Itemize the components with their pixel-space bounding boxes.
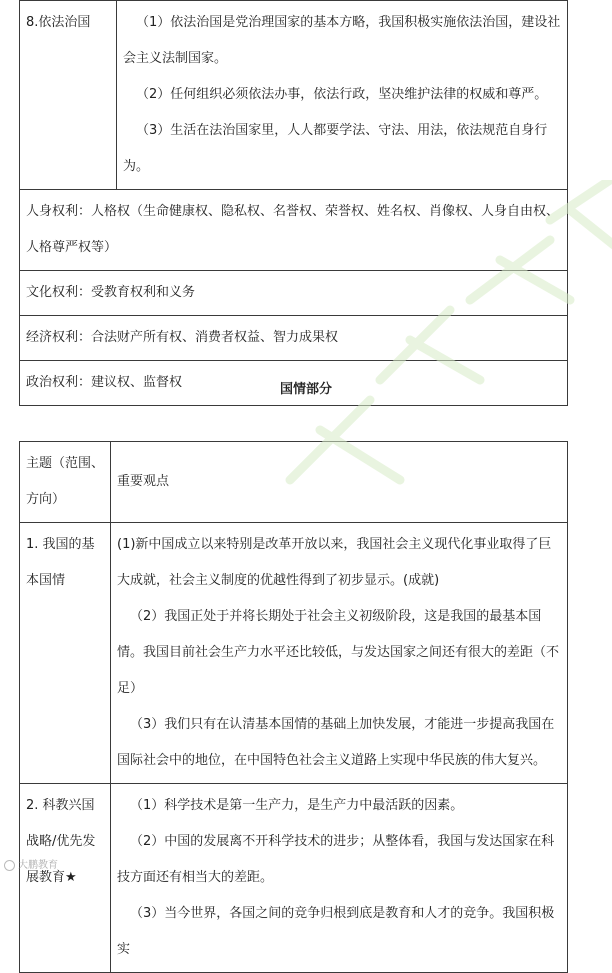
- points-cell: [111, 784, 568, 973]
- topic-cell: 1. 我国的基本国情: [20, 523, 111, 784]
- topic-label: 8.依法治国: [26, 15, 91, 30]
- point-text: （3）生活在法治国家里，人人都要学法、守法、用法，依法规范自身行为。: [123, 123, 548, 174]
- header-viewpoints: 重要观点: [111, 442, 568, 523]
- table-row: [20, 316, 568, 361]
- point-text: （3）当今世界，各国之间的竞争归根到底是教育和人才的竞争。我国积极实: [117, 906, 555, 957]
- point-text: （2）中国的发展离不开科学技术的进步；从整体看，我国与发达国家在科技方面还有相当大的差距。: [117, 834, 555, 885]
- table-header-row: [20, 442, 568, 523]
- topic-cell: [20, 1, 117, 190]
- point-text: （1）依法治国是党治理国家的基本方略，我国积极实施依法治国，建设社会主义法制国家。: [123, 15, 561, 66]
- rights-cell: 经济权利：合法财产所有权、消费者权益、智力成果权: [20, 316, 568, 361]
- point-text: （3）我们只有在认清基本国情的基础上加快发展，才能进一步提高我国在国际社会中的地位，在中国特色社会主义道路上实现中华民族的伟大复兴。: [117, 717, 555, 768]
- circle-logo-icon: [4, 860, 15, 871]
- table-row: [20, 784, 568, 973]
- corner-watermark-text: 大鹏教育: [18, 860, 58, 871]
- header-topic: 主题（范围、方向）: [20, 442, 111, 523]
- rights-cell: 人身权利：人格权（生命健康权、隐私权、名誉权、荣誉权、姓名权、肖像权、人身自由权、人格尊严权等）: [20, 190, 568, 271]
- topic-cell: 2. 科教兴国战略/优先发展教育★: [20, 784, 111, 973]
- point-text: （2）任何组织必须依法办事，依法行政，坚决维护法律的权威和尊严。: [136, 87, 548, 102]
- table-row: [20, 523, 568, 784]
- table-row: [20, 1, 568, 190]
- table-row: [20, 190, 568, 271]
- table-row: [20, 271, 568, 316]
- point-text: （2）我国正处于并将长期处于社会主义初级阶段，这是我国的最基本国情。我国目前社会生产力水平还比较低，与发达国家之间还有很大的差距（不足）: [117, 609, 560, 696]
- section-heading: 国情部分: [279, 382, 332, 397]
- rule-of-law-table: [19, 0, 568, 406]
- corner-watermark: [4, 856, 58, 871]
- rights-cell: 文化权利：受教育权利和义务: [20, 271, 568, 316]
- point-text: （1）科学技术是第一生产力，是生产力中最活跃的因素。: [130, 798, 464, 813]
- point-text: (1)新中国成立以来特别是改革开放以来，我国社会主义现代化事业取得了巨大成就，社会主义制度的优越性得到了初步显示。(成就): [117, 537, 552, 588]
- rights-cell: 政治权利：建议权、监督权: [20, 361, 568, 406]
- points-cell: [111, 523, 568, 784]
- national-conditions-table: [19, 441, 568, 973]
- points-cell: [117, 1, 568, 190]
